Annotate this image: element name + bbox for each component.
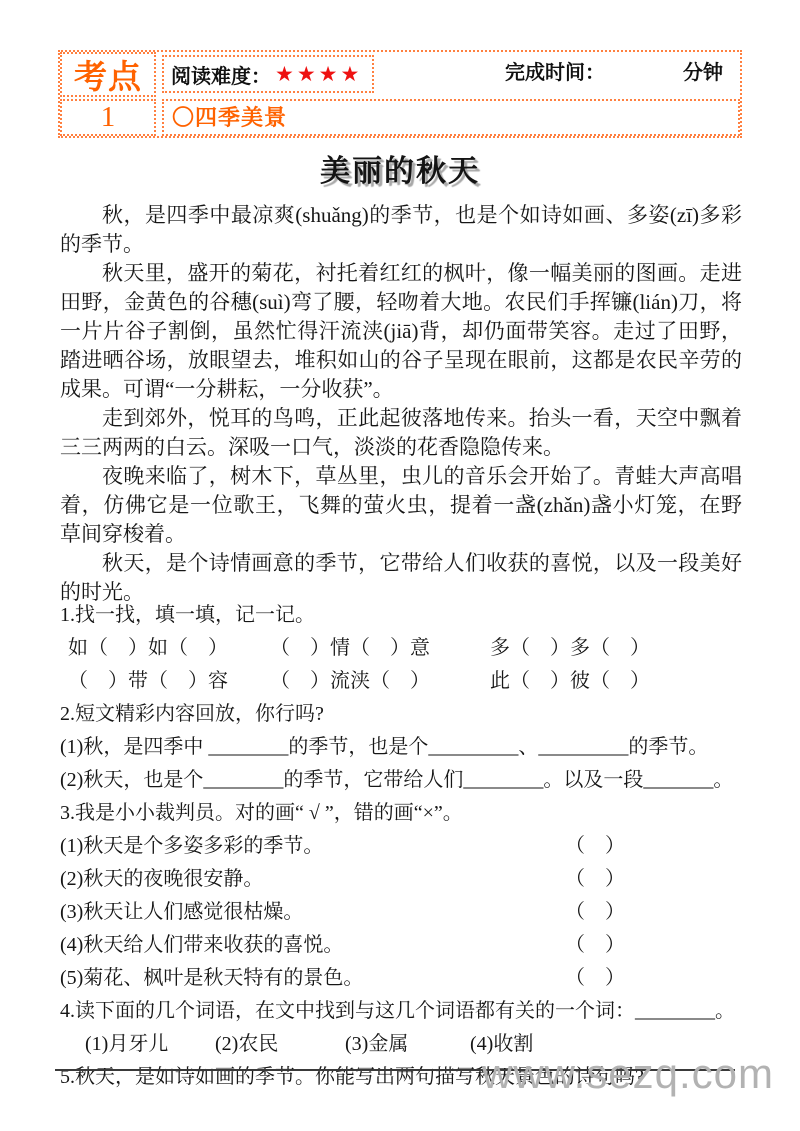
judge-item-text: (2)秋天的夜晚很安静。: [60, 868, 264, 890]
question-5-label: 5.秋天，是如诗如画的季节。你能写出两句描写秋天景色的诗句吗?: [60, 1066, 644, 1088]
fill-blank-cell: （ ）情（ ）意: [270, 637, 430, 659]
header-box: [58, 50, 742, 138]
question-4-label: 4.读下面的几个词语，在文中找到与这几个词语都有关的一个词：________。: [60, 1000, 735, 1022]
fill-blank-cell: （ ）流浃（ ）: [270, 670, 430, 692]
fill-blank-cell: 多（ ）多（ ）: [490, 637, 650, 659]
question-2-item: (2)秋天，也是个________的季节，它带给人们________。以及一段_______。: [60, 769, 734, 791]
star-rating-icon: ★★★★: [275, 62, 363, 86]
exam-point-label: 考点: [74, 60, 142, 96]
fill-blank-row: [60, 632, 742, 665]
fill-blank-cell: （ ）带（ ）容: [68, 670, 228, 692]
exam-point-number: 1: [100, 101, 116, 133]
question-2-label: 2.短文精彩内容回放，你行吗?: [60, 703, 324, 725]
judge-item: [60, 929, 742, 962]
essay-paragraph: 夜晚来临了，树木下，草丛里，虫儿的音乐会开始了。青蛙大声高唱着，仿佛它是一位歌王，飞舞的萤火虫，提着一盏(zhǎn)盏小灯笼，在野草间穿梭着。: [60, 464, 742, 546]
fill-blank-cell: 此（ ）彼（ ）: [490, 670, 650, 692]
essay-paragraph: 秋天里，盛开的菊花，衬托着红红的枫叶，像一幅美丽的图画。走进田野，金黄色的谷穗(suì)弯了腰，轻吻着大地。农民们手挥镰(lián)刀，将一片片谷子割倒，虽然忙得汗流浃(jiā)背，却仍面带笑容。走过了田野，踏进晒谷场，放眼望去，堆积如山的谷子呈现在眼前，这都是农民辛劳的成果。可谓“一分耕耘，一分收获”。: [60, 261, 742, 401]
question-1-label: 1.找一找，填一填，记一记。: [60, 604, 315, 626]
answer-brackets: （ ）: [565, 967, 625, 989]
page-title: 美丽的秋天: [320, 155, 480, 188]
fill-blank-row: [60, 665, 742, 698]
essay-body: [60, 201, 742, 607]
difficulty-label: 阅读难度：: [171, 65, 271, 88]
judge-item-text: (3)秋天让人们感觉很枯燥。: [60, 901, 304, 923]
essay-paragraph: 秋天，是个诗情画意的季节，它带给人们收获的喜悦，以及一段美好的时光。: [60, 551, 742, 604]
time-unit-label: 分钟: [683, 62, 723, 84]
question-3-label: 3.我是小小裁判员。对的画“ √ ”，错的画“×”。: [60, 802, 463, 824]
answer-brackets: （ ）: [565, 835, 625, 857]
question-2-item: (1)秋，是四季中 ________的季节，也是个_________、_________的季节。: [60, 736, 709, 758]
difficulty-row: [162, 55, 374, 93]
judge-item-text: (4)秋天给人们带来收获的喜悦。: [60, 934, 344, 956]
watermark: www.sezq.com: [481, 1050, 774, 1097]
judge-item: [60, 830, 742, 863]
word-option: (4)收割: [470, 1033, 534, 1055]
judge-item: [60, 896, 742, 929]
judge-item-text: (1)秋天是个多姿多彩的季节。: [60, 835, 324, 857]
topic-label: 〇四季美景: [172, 105, 288, 130]
questions-section: [60, 599, 742, 1094]
word-option: (3)金属: [345, 1033, 409, 1055]
answer-brackets: （ ）: [565, 934, 625, 956]
answer-brackets: （ ）: [565, 901, 625, 923]
word-option: (1)月牙儿: [85, 1033, 169, 1055]
time-label: 完成时间：: [505, 62, 605, 84]
judge-item: [60, 962, 742, 995]
essay-paragraph: 走到郊外，悦耳的鸟鸣，正此起彼落地传来。抬头一看，天空中飘着三三两两的白云。深吸一口气，淡淡的花香隐隐传来。: [60, 406, 742, 459]
word-option: (2)农民: [215, 1033, 279, 1055]
essay-paragraph: 秋，是四季中最凉爽(shuǎng)的季节，也是个如诗如画、多姿(zī)多彩的季节。: [60, 203, 742, 256]
judge-item: [60, 863, 742, 896]
fill-blank-cell: 如（ ）如（ ）: [68, 637, 228, 659]
judge-item-text: (5)菊花、枫叶是秋天特有的景色。: [60, 967, 364, 989]
answer-brackets: （ ）: [565, 868, 625, 890]
